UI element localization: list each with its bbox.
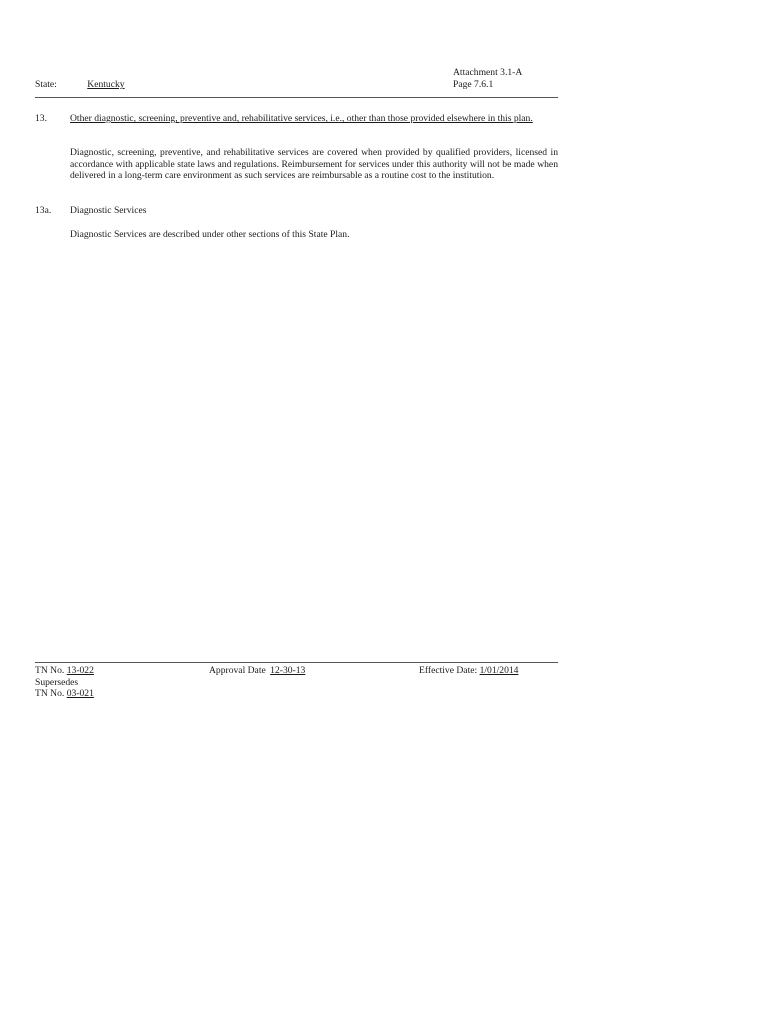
effective-line [419,665,518,677]
page-number: Page 7.6.1 [453,79,494,90]
supersedes-label: Supersedes [35,677,79,688]
prev-tn-line [35,688,94,700]
footer-rule [35,662,558,663]
section-body-13a: Diagnostic Services are described under other sections of this State Plan. [70,229,350,240]
header-rule [35,97,558,98]
state-line [35,79,159,91]
state-value: Kentucky [87,79,125,90]
tn-value: 13-022 [66,665,94,676]
effective-value: 1/01/2014 [479,665,519,676]
approval-label: Approval Date [209,665,266,676]
attachment-label: Attachment 3.1-A [453,67,523,78]
section-heading-13: Other diagnostic, screening, preventive and, rehabilitative services, i.e., other than those provided elsewhere in this plan. [70,113,533,124]
prev-tn-label: TN No. [35,688,65,699]
prev-tn-value: 03-021 [66,688,94,699]
section-heading-13a: Diagnostic Services [70,205,147,216]
section-number-13a: 13a. [35,205,52,216]
tn-label: TN No. [35,665,65,676]
effective-label: Effective Date: [419,665,478,676]
state-label: State: [35,79,57,90]
section-body-13: Diagnostic, screening, preventive, and rehabilitative services are covered when provided by qualified providers, licensed in accordance with applicable state laws and regulations. Reimbursement for services under this authority will not be made when delivered in a long-term care environment as such services are reimbursable as a routine cost to the institution. [70,147,558,181]
approval-line [209,665,305,677]
section-number-13: 13. [35,113,47,124]
approval-value: 12-30-13 [270,665,306,676]
tn-line [35,665,94,677]
